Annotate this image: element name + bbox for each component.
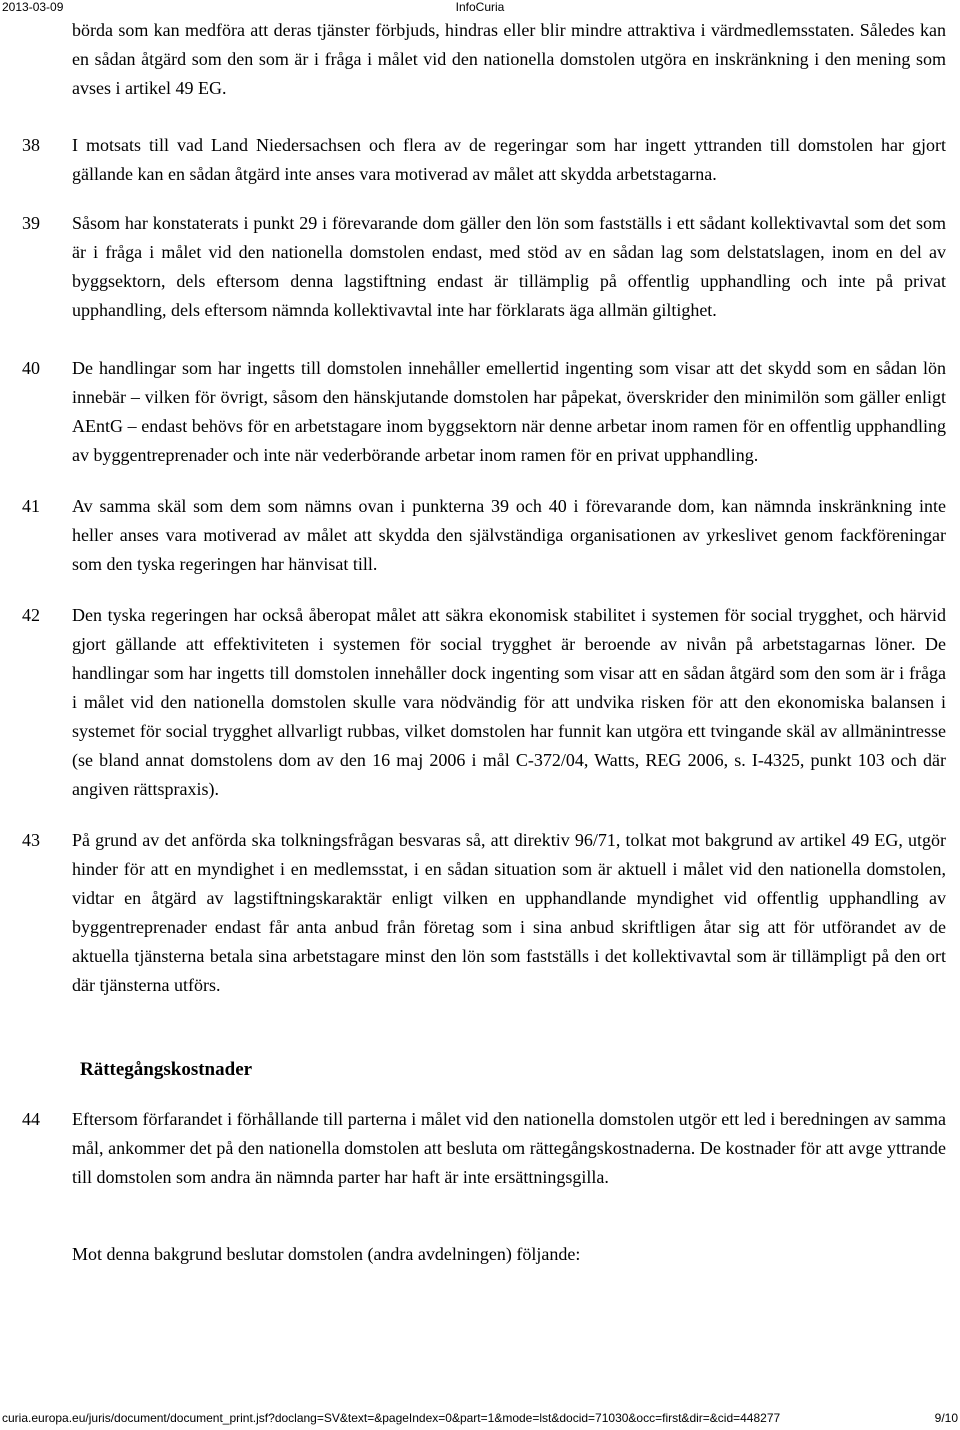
paragraph-text: Eftersom förfarandet i förhållande till parterna i målet vid den nationella domstolen utgör ett led i beredningen av samma mål, ankommer det på den nationella domstolen att besluta om rättegångskostnaderna. De kostnader för att avge yttrande till domstolen som andra än nämnda parter har haft är inte ersättningsgilla. [72, 1109, 946, 1187]
page-url: curia.europa.eu/juris/document/document_print.jsf?doclang=SV&text=&pageIndex=0&part=1&mode=lst&docid=71030&occ=first&dir=&cid=448277 [2, 1411, 781, 1425]
paragraph-continuation [0, 16, 960, 103]
print-footer [0, 1411, 960, 1429]
paragraph-43 [0, 826, 960, 1000]
paragraph-text: Den tyska regeringen har också åberopat målet att säkra ekonomisk stabilitet i systemen för social trygghet, och härvid gjort gällande att effektiviteten i systemen för social trygghet är beroende av nivån på arbetstagarnas löner. De handlingar som har ingetts till domstolen innehåller dock ingenting som visar att en sådan åtgärd som den som är i fråga i målet vid den nationella domstolen skulle vara nödvändig för att undvika risken för att den ekonomiska balansen i systemet för social trygghet allvarligt rubbas, vilket domstolen har funnit kan utgöra ett tvingande skäl av allmänintresse (se bland annat domstolens dom av den 16 maj 2006 i mål C‑372/04, Watts, REG 2006, s. I‑4325, punkt 103 och där angiven rättspraxis). [72, 605, 946, 799]
paragraph-38 [0, 131, 960, 189]
paragraph-text: Såsom har konstaterats i punkt 29 i förevarande dom gäller den lön som fastställs i ett sådant kollektivavtal som det som är i fråga i målet vid den nationella domstolen endast, med stöd av en sådan lag som delstatslagen, inom en del av byggsektorn, dels eftersom denna lagstiftning endast är tillämplig på offentlig upphandling och inte på privat upphandling, dels eftersom nämnda kollektivavtal inte har förklarats äga allmän giltighet. [72, 213, 946, 320]
paragraph-42 [0, 601, 960, 804]
paragraph-text: På grund av det anförda ska tolkningsfrågan besvaras så, att direktiv 96/71, tolkat mot bakgrund av artikel 49 EG, utgör hinder för att en myndighet i en medlemsstat, i en sådan situation som är aktuell i målet vid den nationella domstolen, vidtar en åtgärd av lagstiftningskaraktär enligt vilken en upphandlande myndighet vid offentlig upphandling av byggentreprenader endast får anta anbud från företag som i sina anbud skriftligen åtar sig att för utförandet av de aktuella tjänsterna betala sina arbetstagare minst den lön som fastställs i det kollektivavtal som är tillämpligt på den ort där tjänsterna utförs. [72, 830, 946, 995]
paragraph-40 [0, 354, 960, 470]
document-body [0, 16, 960, 1269]
paragraph-number: 38 [22, 135, 40, 155]
paragraph-41 [0, 492, 960, 579]
paragraph-text: I motsats till vad Land Niedersachsen och flera av de regeringar som har ingett yttranden till domstolen har gjort gällande kan en sådan åtgärd inte anses vara motiverad av målet att skydda arbetstagarna. [72, 135, 946, 184]
paragraph-number: 44 [22, 1109, 40, 1129]
paragraph-number: 42 [22, 605, 40, 625]
site-title: InfoCuria [455, 0, 505, 14]
paragraph-number: 40 [22, 358, 40, 378]
page-number: 9/10 [934, 1411, 958, 1425]
print-date: 2013-03-09 [2, 0, 64, 14]
closing-sentence: Mot denna bakgrund beslutar domstolen (andra avdelningen) följande: [72, 1244, 581, 1264]
paragraph-number: 39 [22, 213, 40, 233]
section-heading: Rättegångskostnader [80, 1059, 253, 1080]
paragraph-number: 43 [22, 830, 40, 850]
paragraph-text: De handlingar som har ingetts till domstolen innehåller emellertid ingenting som visar att det skydd som en sådan lön innebär – vilken för övrigt, såsom den hänskjutande domstolen har påpekat, överskrider den minimilön som gäller enligt AEntG – endast behövs för en arbetstagare inom byggsektorn när denne arbetar inom ramen för en offentlig upphandling av byggentreprenader och inte när vederbörande arbetar inom ramen för en privat upphandling. [72, 358, 946, 465]
print-header [0, 0, 960, 16]
paragraph-number: 41 [22, 496, 40, 516]
paragraph-text: Av samma skäl som dem som nämns ovan i punkterna 39 och 40 i förevarande dom, kan nämnda inskränkning inte heller anses vara motiverad av målet att skydda den självständiga organisationen av yrkeslivet genom fackföreningar som den tyska regeringen har hänvisat till. [72, 496, 946, 574]
paragraph-44 [0, 1105, 960, 1192]
paragraph-39 [0, 209, 960, 325]
paragraph-text: börda som kan medföra att deras tjänster förbjuds, hindras eller blir mindre attraktiva i värdmedlemsstaten. Således kan en sådan åtgärd som den som är i fråga i målet vid den nationella domstolen utgöra en inskränkning i den mening som avses i artikel 49 EG. [72, 20, 946, 98]
